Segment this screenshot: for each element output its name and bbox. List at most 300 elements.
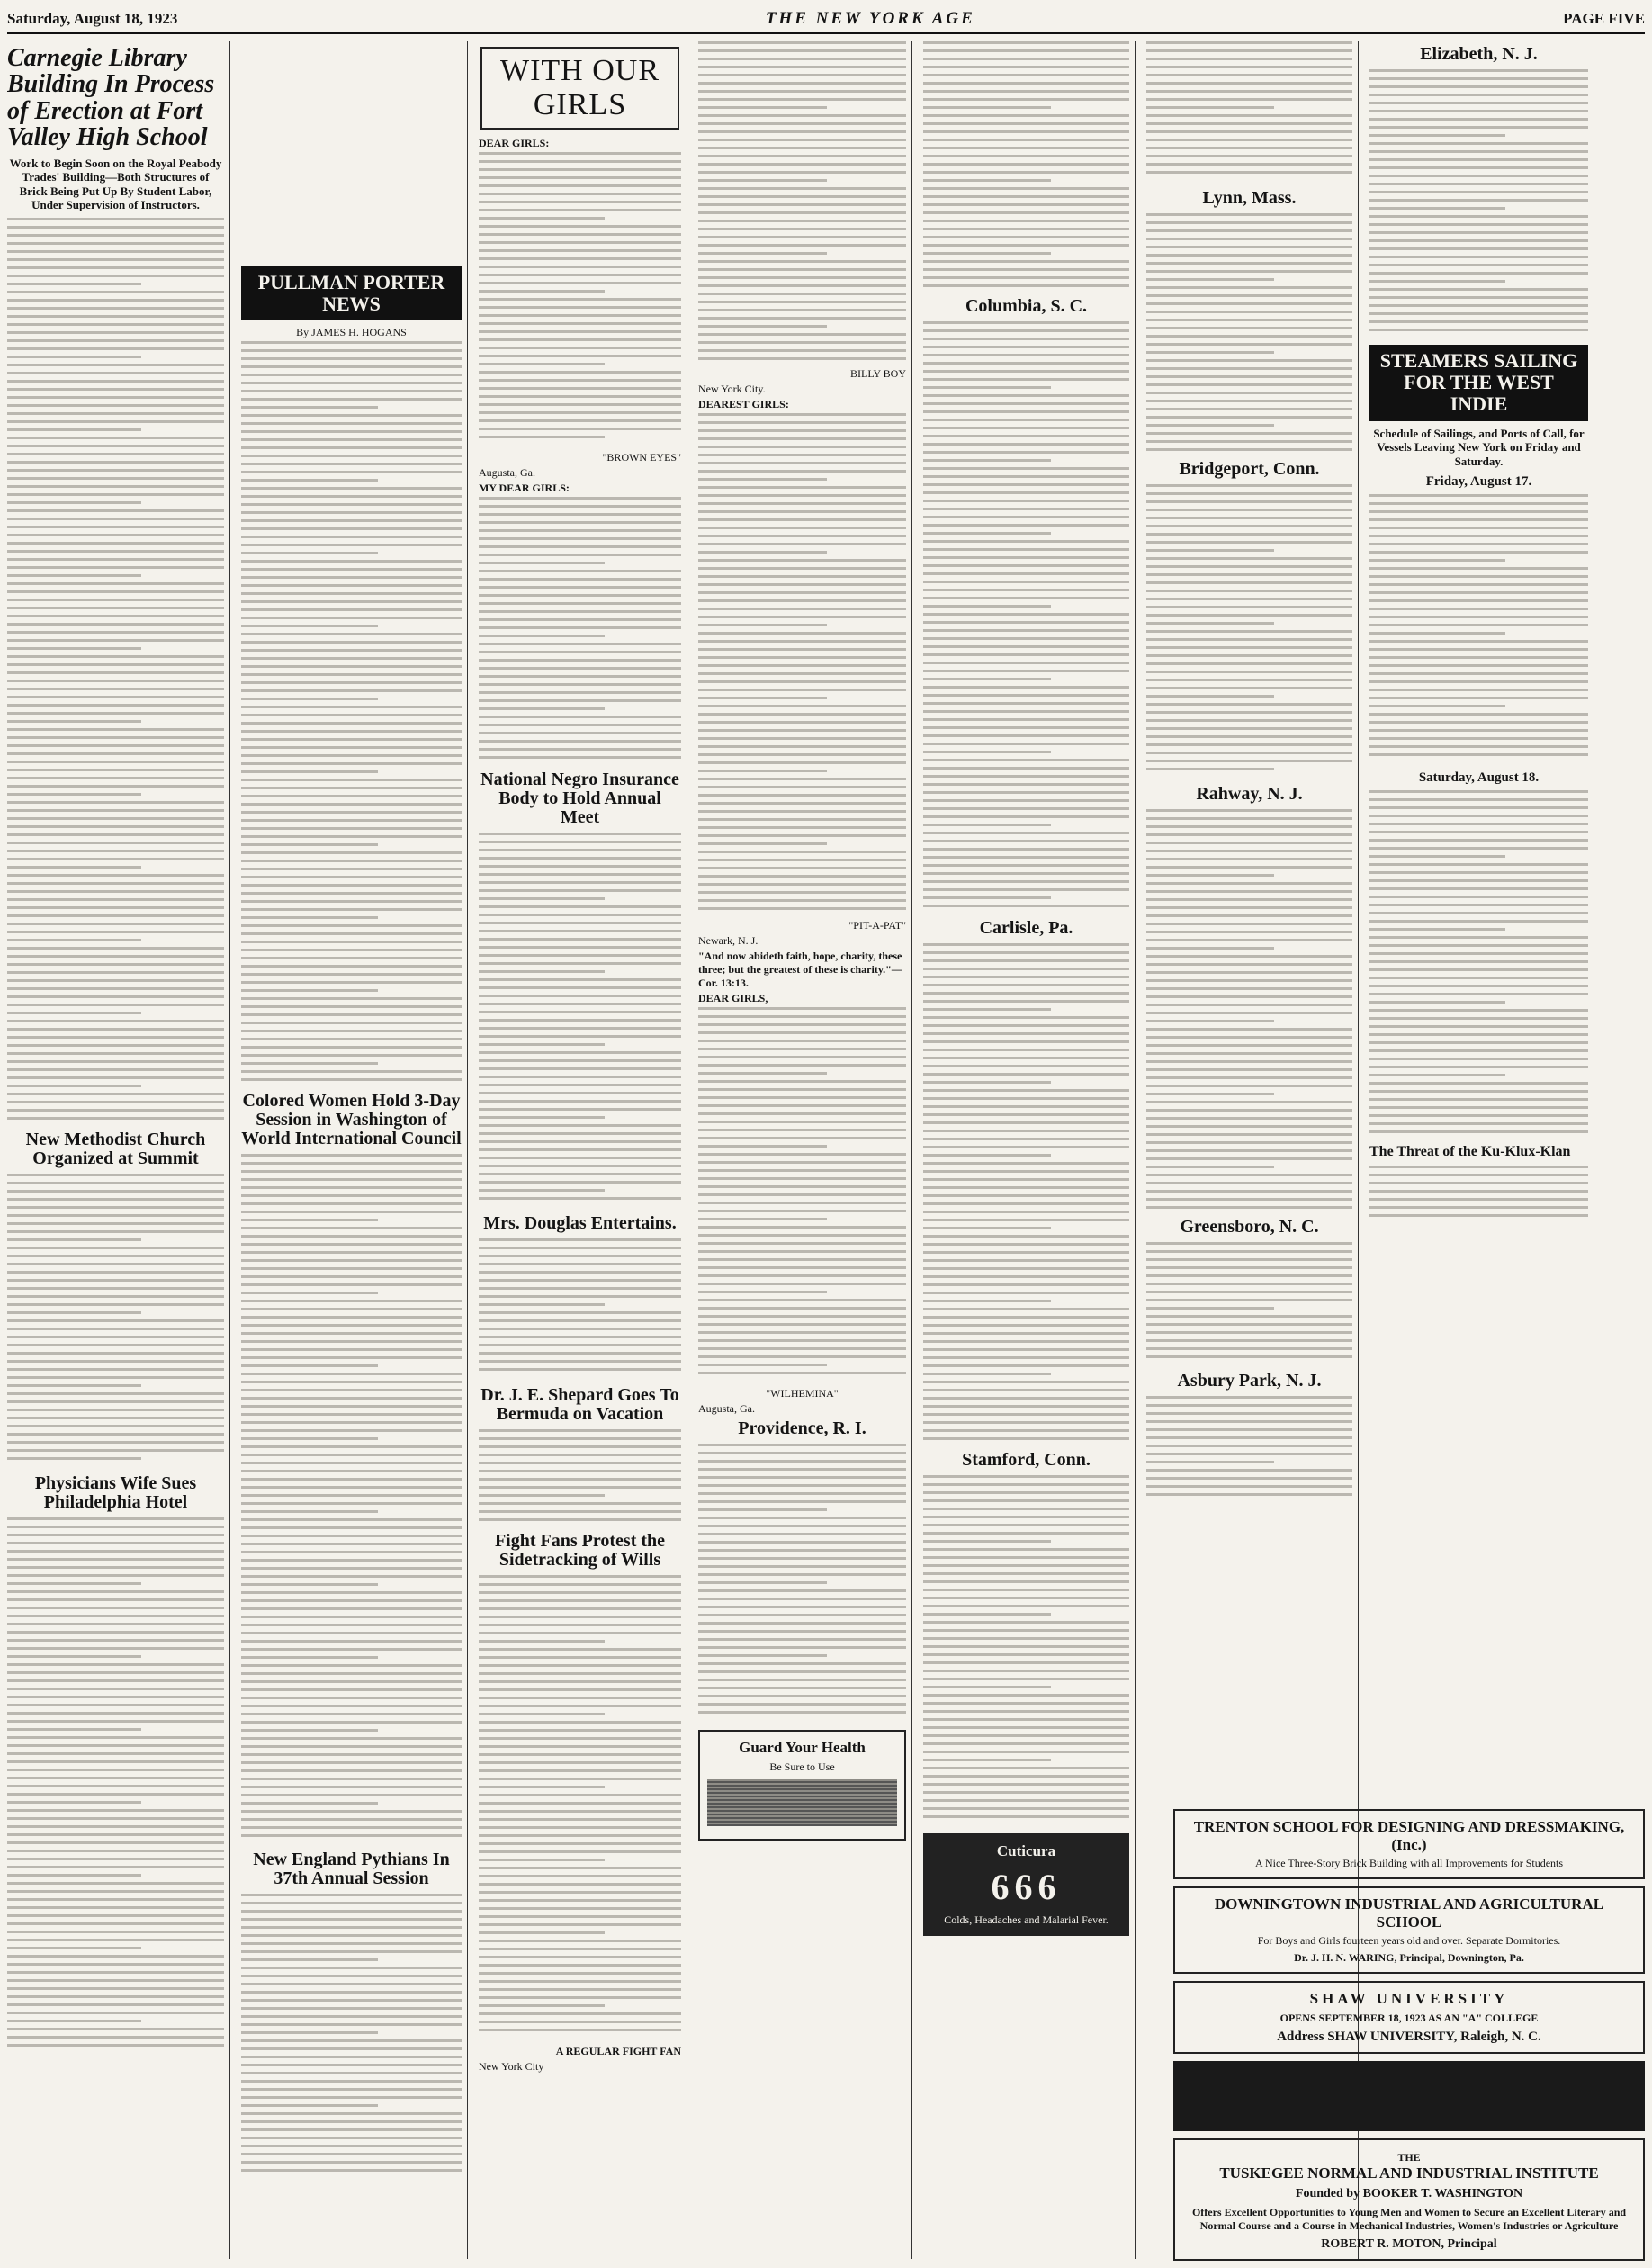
text-line [479, 683, 681, 686]
text-line [7, 760, 224, 763]
text-line [1369, 672, 1588, 675]
text-line [1146, 155, 1352, 158]
text-line [1369, 1214, 1588, 1217]
text-line [1146, 130, 1352, 133]
text-line [7, 1939, 224, 1941]
text-line [241, 1340, 462, 1343]
text-line [698, 1307, 906, 1310]
text-line [1146, 1036, 1352, 1039]
text-line [7, 218, 224, 220]
text-line [1146, 1282, 1352, 1285]
text-line [7, 526, 224, 528]
text-line [479, 1616, 681, 1618]
text-line [923, 888, 1129, 891]
text-line [7, 680, 224, 682]
text-line [479, 1713, 605, 1715]
text-line [241, 1999, 462, 2002]
text-line [241, 1534, 462, 1537]
text-line [7, 1793, 224, 1796]
text-line [698, 130, 906, 133]
text-line [479, 1907, 681, 1910]
text-line [241, 1713, 462, 1715]
text-line [1146, 695, 1274, 698]
text-line [1146, 1157, 1352, 1160]
text-line [1369, 944, 1588, 947]
text-line [923, 840, 1129, 842]
text-line [1146, 1404, 1352, 1407]
text-line [1146, 638, 1352, 641]
text-line [923, 139, 1129, 141]
text-line [1369, 1074, 1505, 1076]
carnegie-deck: Work to Begin Soon on the Royal Peabody Trades' Building—Both Structures of Brick Being Put Up By Student Labor, Under Supervision of Instructors. [9, 156, 222, 212]
text-line [7, 688, 224, 690]
text-line [923, 179, 1051, 182]
text-line [241, 2064, 462, 2066]
text-line [698, 1476, 906, 1479]
text-line [698, 1258, 906, 1261]
text-line [923, 726, 1129, 729]
text-line [923, 718, 1129, 721]
text-line [7, 947, 224, 950]
text-line [7, 1279, 224, 1282]
text-line [923, 670, 1129, 672]
text-line [7, 1392, 224, 1395]
text-line [923, 621, 1129, 624]
text-line [1146, 622, 1274, 625]
text-line [479, 274, 681, 276]
text-line [7, 1631, 224, 1634]
text-line [479, 586, 681, 589]
text-line [923, 848, 1129, 850]
letter-signoff: "WILHEMINA" [766, 1387, 839, 1400]
text-line [1369, 175, 1588, 177]
text-line [698, 1031, 906, 1034]
text-line [1146, 1190, 1352, 1192]
text-line [241, 1202, 462, 1205]
text-line [923, 775, 1129, 778]
article-body [241, 341, 462, 1088]
text-line [241, 568, 462, 571]
text-line [698, 599, 906, 602]
text-line [698, 510, 906, 513]
text-line [1146, 335, 1352, 338]
text-line [698, 721, 906, 724]
text-line [7, 1295, 224, 1298]
text-line [1369, 976, 1588, 979]
column-2 [241, 41, 468, 2259]
text-line [698, 309, 906, 311]
text-line [7, 356, 141, 358]
text-line [479, 1019, 681, 1022]
article-body [1146, 484, 1352, 781]
text-line [241, 544, 462, 546]
text-line [479, 1705, 681, 1707]
text-line [1146, 262, 1352, 265]
text-line [241, 811, 462, 814]
text-line [7, 1336, 224, 1338]
text-line [241, 2048, 462, 2050]
text-line [1146, 270, 1352, 273]
text-line [7, 1263, 224, 1265]
text-line [923, 1202, 1129, 1205]
text-line [479, 675, 681, 678]
text-line [7, 1457, 141, 1460]
text-line [479, 1664, 681, 1667]
text-line [923, 1081, 1051, 1084]
text-line [7, 995, 224, 998]
text-line [923, 1580, 1129, 1583]
text-line [241, 851, 462, 854]
text-line [1146, 508, 1352, 511]
text-line [479, 841, 681, 843]
text-line [923, 276, 1129, 279]
text-line [7, 372, 224, 374]
text-line [1369, 150, 1588, 153]
text-line [1146, 1174, 1352, 1176]
douglas-headline: Mrs. Douglas Entertains. [483, 1213, 677, 1233]
text-line [479, 1891, 681, 1894]
text-line [479, 659, 681, 662]
text-line [1146, 1028, 1352, 1030]
text-line [1146, 286, 1352, 289]
text-line [1369, 904, 1588, 906]
text-line [698, 357, 906, 360]
text-line [479, 1311, 681, 1314]
text-line [923, 500, 1129, 502]
text-line [1146, 254, 1352, 256]
text-line [479, 1238, 681, 1241]
text-line [7, 291, 224, 293]
text-line [1146, 906, 1352, 909]
text-line [923, 74, 1129, 76]
text-line [923, 1113, 1129, 1116]
text-line [7, 436, 224, 439]
text-line [1146, 440, 1352, 443]
text-line [698, 1185, 906, 1188]
text-line [1146, 987, 1352, 990]
text-line [1369, 288, 1588, 291]
text-line [7, 1542, 224, 1544]
text-line [698, 1291, 827, 1293]
text-line [923, 1710, 1129, 1713]
text-line [698, 41, 906, 44]
text-line [1369, 855, 1505, 858]
text-line [479, 1035, 681, 1038]
text-line [479, 1043, 605, 1046]
text-line [241, 965, 462, 968]
text-line [241, 989, 378, 992]
text-line [923, 508, 1129, 510]
text-line [479, 1648, 681, 1651]
text-line [479, 1769, 681, 1772]
text-line [1369, 575, 1588, 578]
text-line [479, 740, 681, 742]
text-line [923, 678, 1051, 680]
text-line [241, 1005, 462, 1008]
text-line [698, 1040, 906, 1042]
text-line [923, 427, 1129, 429]
text-line [241, 1607, 462, 1610]
text-line [479, 1931, 605, 1934]
text-line [479, 626, 681, 629]
text-line [1369, 721, 1588, 724]
text-line [1146, 139, 1352, 141]
text-line [923, 1516, 1129, 1518]
text-line [1146, 367, 1352, 370]
text-line [698, 317, 906, 320]
text-line [1369, 1001, 1505, 1004]
bridgeport-headline: Bridgeport, Conn. [1179, 459, 1320, 479]
text-line [241, 1186, 462, 1189]
text-line [479, 363, 605, 365]
text-line [479, 176, 681, 179]
text-line [923, 362, 1129, 364]
text-line [698, 1372, 906, 1374]
text-line [241, 1478, 462, 1480]
text-line [923, 1300, 1051, 1302]
text-line [698, 1072, 827, 1075]
text-line [923, 459, 1051, 462]
text-line [923, 1791, 1129, 1794]
text-line [7, 1068, 224, 1071]
text-line [241, 527, 462, 530]
text-line [923, 1750, 1129, 1753]
text-line [1146, 1182, 1352, 1184]
text-line [698, 244, 906, 247]
text-line [479, 233, 681, 236]
text-line [7, 1930, 224, 1933]
text-line [241, 1070, 462, 1073]
text-line [479, 1834, 681, 1837]
text-line [241, 1761, 462, 1764]
text-line [1369, 142, 1588, 145]
ad-subtitle: Offers Excellent Opportunities to Young Men and Women to Secure an Excellent Literary and Normal Course and a Course in Mechanical Industries, Women's Industries or Agriculture [1191, 2205, 1627, 2232]
text-line [241, 1975, 462, 1977]
text-line [479, 241, 681, 244]
text-line [1146, 890, 1352, 893]
text-line [1369, 191, 1588, 194]
text-line [1146, 327, 1352, 329]
text-line [7, 558, 224, 561]
text-line [1146, 1331, 1352, 1334]
text-line [1369, 790, 1588, 793]
text-line [698, 333, 906, 336]
text-line [7, 1174, 224, 1176]
schedule-body [1369, 790, 1588, 1141]
ad-title: TUSKEGEE NORMAL AND INDUSTRIAL INSTITUTE [1219, 2164, 1599, 2182]
text-line [7, 890, 224, 893]
text-line [241, 973, 462, 976]
text-line [7, 728, 224, 731]
text-line [1369, 518, 1588, 521]
text-line [1369, 664, 1588, 667]
text-line [479, 1510, 681, 1513]
text-line [923, 346, 1129, 348]
methodist-headline: New Methodist Church Organized at Summit [25, 1129, 206, 1168]
text-line [923, 220, 1129, 222]
text-line [7, 1376, 224, 1379]
text-line [479, 1640, 605, 1642]
text-line [479, 513, 681, 516]
text-line [698, 454, 906, 456]
text-line [923, 1572, 1129, 1575]
text-line [241, 390, 462, 392]
text-line [1146, 1323, 1352, 1326]
text-line [241, 633, 462, 635]
text-line [479, 225, 681, 228]
column-4 [698, 41, 912, 2259]
text-line [698, 276, 906, 279]
text-line [923, 1154, 1051, 1156]
text-line [479, 1328, 681, 1330]
text-line [1146, 66, 1352, 68]
letter-place: New York City [479, 2060, 544, 2073]
text-line [1369, 697, 1588, 699]
text-line [479, 732, 681, 734]
text-line [7, 574, 141, 577]
text-line [241, 1918, 462, 1921]
text-line [923, 824, 1051, 826]
text-line [923, 1146, 1129, 1148]
text-line [698, 1137, 906, 1139]
text-line [698, 1234, 906, 1237]
masthead-title: THE NEW YORK AGE [765, 9, 975, 28]
article-body [7, 218, 224, 1127]
text-line [479, 978, 681, 981]
text-line [923, 491, 1129, 494]
text-line [7, 1663, 224, 1666]
text-line [923, 1429, 1129, 1432]
column-3 [479, 41, 687, 2259]
text-line [7, 590, 224, 593]
text-line [241, 762, 462, 765]
text-line [1146, 565, 1352, 568]
text-line [241, 576, 462, 579]
text-line [1146, 1093, 1274, 1095]
text-line [1146, 842, 1352, 844]
text-line [241, 422, 462, 425]
letter-signoff: A REGULAR FIGHT FAN [555, 2045, 681, 2057]
text-line [7, 266, 224, 269]
ad-the: THE [1397, 2151, 1421, 2164]
text-line [698, 1088, 906, 1091]
shaw-ad [1173, 1981, 1645, 2054]
text-line [1146, 817, 1352, 820]
text-line [7, 979, 224, 982]
article-body [923, 943, 1129, 1447]
text-line [1146, 541, 1352, 544]
text-line [698, 850, 906, 853]
text-line [7, 1728, 141, 1731]
tuskegee-ad [1173, 2138, 1645, 2261]
text-line [241, 552, 378, 554]
text-line [7, 1712, 224, 1714]
text-line [923, 1437, 1129, 1440]
text-line [7, 785, 224, 788]
text-line [241, 382, 462, 384]
text-line [1146, 947, 1274, 950]
text-line [241, 1348, 462, 1351]
text-line [479, 2004, 605, 2007]
text-line [1146, 1355, 1352, 1358]
text-line [698, 575, 906, 578]
text-line [7, 380, 224, 382]
text-line [479, 355, 681, 357]
text-line [479, 1786, 605, 1788]
text-line [923, 354, 1129, 356]
article-body [1369, 1166, 1588, 1228]
text-line [923, 589, 1129, 591]
text-line [7, 1874, 141, 1876]
text-line [241, 1364, 378, 1367]
text-line [698, 543, 906, 545]
text-line [241, 1462, 462, 1464]
text-line [241, 2056, 462, 2058]
text-line [1146, 606, 1352, 608]
text-line [1146, 122, 1352, 125]
text-line [923, 1065, 1129, 1067]
text-line [1369, 69, 1588, 72]
text-line [698, 591, 906, 594]
text-line [923, 41, 1129, 44]
text-line [241, 1316, 462, 1318]
text-line [241, 1251, 462, 1254]
text-line [479, 1818, 681, 1821]
text-line [1369, 814, 1588, 817]
text-line [923, 378, 1129, 381]
text-line [698, 761, 906, 764]
text-line [698, 770, 827, 772]
text-line [698, 1614, 906, 1616]
text-line [241, 1834, 462, 1837]
lynn-headline: Lynn, Mass. [1202, 188, 1297, 208]
text-line [479, 1470, 681, 1472]
stamford-headline: Stamford, Conn. [962, 1450, 1091, 1470]
text-line [241, 819, 462, 822]
text-line [1146, 1461, 1274, 1463]
text-line [1369, 591, 1588, 594]
text-line [7, 1400, 224, 1403]
text-line [479, 748, 681, 751]
text-line [1369, 543, 1588, 545]
text-line [698, 1104, 906, 1107]
text-line [479, 1518, 681, 1521]
text-line [479, 266, 681, 268]
text-line [698, 1210, 906, 1212]
text-line [241, 1054, 462, 1057]
text-line [923, 475, 1129, 478]
text-line [1369, 798, 1588, 801]
text-line [7, 939, 141, 941]
text-line [479, 1140, 681, 1143]
text-line [7, 963, 224, 966]
text-line [1146, 882, 1352, 885]
rahway-headline: Rahway, N. J. [1196, 784, 1303, 804]
text-line [1369, 1066, 1588, 1068]
text-line [241, 1227, 462, 1229]
text-line [923, 1024, 1129, 1027]
text-line [479, 505, 681, 508]
text-line [241, 1810, 462, 1813]
text-line [1369, 223, 1588, 226]
text-line [698, 1711, 906, 1714]
text-line [1146, 1117, 1352, 1120]
text-line [241, 2145, 462, 2147]
text-line [698, 1606, 906, 1608]
text-line [1146, 1436, 1352, 1439]
text-line [1146, 246, 1352, 248]
text-line [241, 908, 462, 911]
